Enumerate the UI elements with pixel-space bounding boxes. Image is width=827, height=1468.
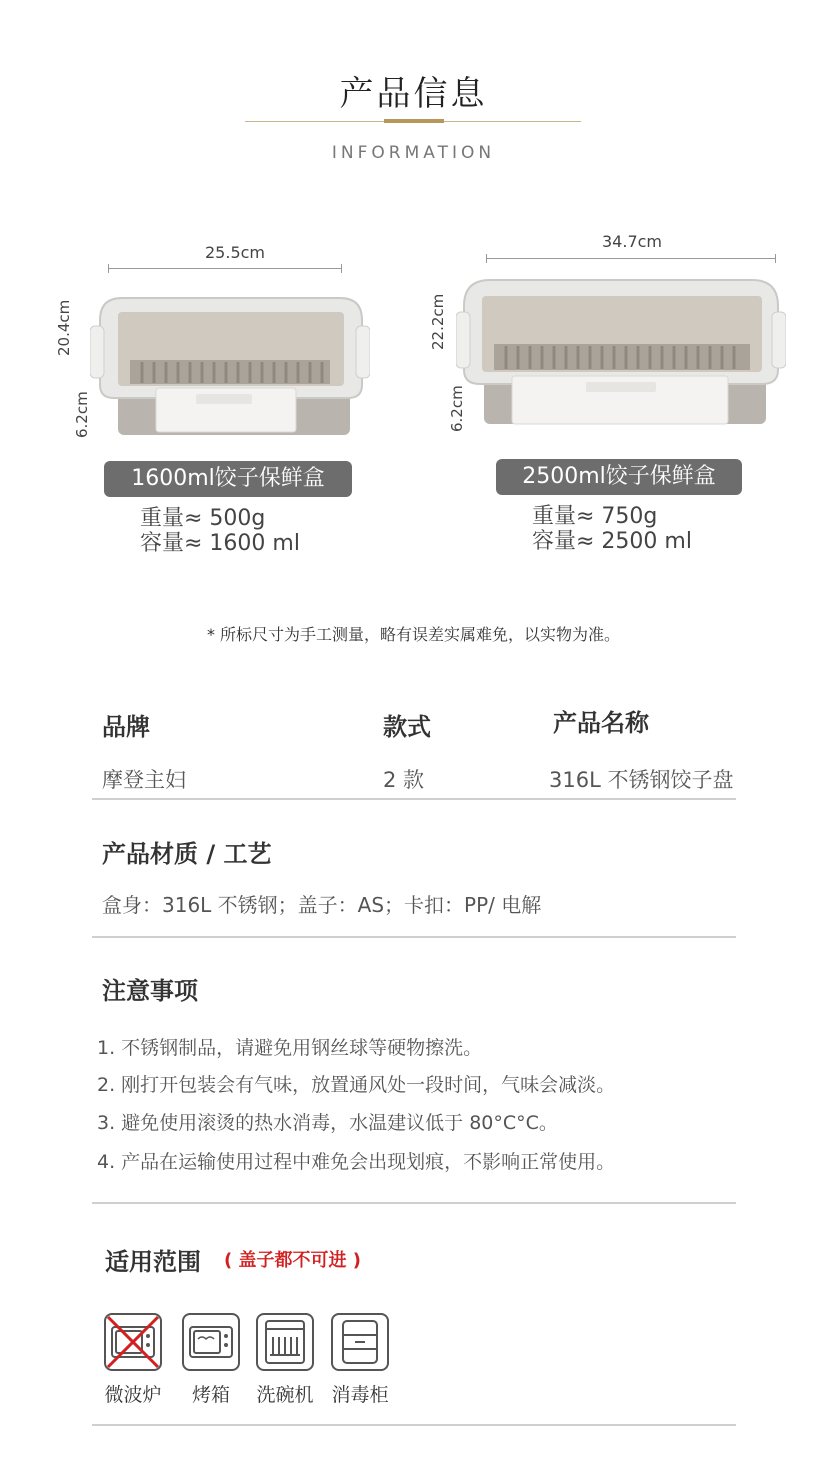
oven-label: 烤箱 <box>191 1384 230 1406</box>
divider <box>92 936 736 938</box>
brand-header: 品牌 <box>102 713 150 741</box>
height-dimension: 6.2cm <box>448 385 466 432</box>
depth-dimension: 20.4cm <box>55 299 73 356</box>
divider <box>92 1202 736 1204</box>
usage-heading: 适用范围 <box>105 1248 201 1276</box>
product-card-1600 <box>0 0 414 600</box>
width-dimension-tick <box>486 254 487 263</box>
care-item: 2. 刚打开包装会有气味，放置通风处一段时间，气味会减淡。 <box>97 1074 616 1096</box>
width-dimension-line <box>108 268 342 269</box>
brand-value: 摩登主妇 <box>102 768 186 792</box>
material-text: 盒身：316L 不锈钢；盖子：AS；卡扣：PP/ 电解 <box>102 893 542 917</box>
page-title: 产品信息 <box>339 74 488 114</box>
sterilizer-icon <box>331 1313 389 1371</box>
product-name-header: 产品名称 <box>553 709 649 737</box>
product-card-2500 <box>414 0 827 600</box>
divider <box>92 798 736 800</box>
product-capacity: 容量≈ 1600 ml <box>140 531 300 556</box>
care-item: 3. 避免使用滚烫的热水消毒，水温建议低于 80°C°C。 <box>97 1112 558 1134</box>
product-capacity: 容量≈ 2500 ml <box>532 529 692 554</box>
product-weight: 重量≈ 750g <box>532 504 658 529</box>
style-header: 款式 <box>383 713 431 741</box>
depth-dimension: 22.2cm <box>429 293 447 350</box>
measurement-note: * 所标尺寸为手工测量，略有误差实属难免，以实物为准。 <box>206 625 621 644</box>
divider <box>92 1424 736 1426</box>
material-heading: 产品材质 / 工艺 <box>102 840 272 868</box>
care-item: 4. 产品在运输使用过程中难免会出现划痕，不影响正常使用。 <box>97 1151 616 1173</box>
product-weight: 重量≈ 500g <box>140 506 266 531</box>
usage-warning: ( 盖子都不可进 ) <box>224 1250 361 1271</box>
product-name-badge: 1600ml饺子保鲜盒 <box>104 461 352 497</box>
care-item: 1. 不锈钢制品，请避免用钢丝球等硬物擦洗。 <box>97 1037 483 1059</box>
dishwasher-label: 洗碗机 <box>256 1384 314 1406</box>
product-name-badge: 2500ml饺子保鲜盒 <box>496 459 742 495</box>
container-image-1600 <box>90 290 370 440</box>
oven-icon <box>182 1313 240 1371</box>
sterilizer-label: 消毒柜 <box>331 1384 389 1406</box>
page-subtitle: INFORMATION <box>331 143 496 163</box>
microwave-label: 微波炉 <box>104 1384 162 1406</box>
style-value: 2 款 <box>383 768 425 792</box>
width-dimension: 25.5cm <box>205 243 266 262</box>
product-name-value: 316L 不锈钢饺子盘 <box>549 768 734 792</box>
width-dimension-tick <box>108 264 109 273</box>
width-dimension-tick <box>341 264 342 273</box>
height-dimension: 6.2cm <box>73 391 91 438</box>
width-dimension-line <box>486 258 776 259</box>
dishwasher-icon <box>256 1313 314 1371</box>
container-image-2500 <box>456 272 786 432</box>
microwave-icon <box>104 1313 162 1371</box>
width-dimension: 34.7cm <box>602 232 663 251</box>
width-dimension-tick <box>775 254 776 263</box>
care-heading: 注意事项 <box>102 977 198 1005</box>
